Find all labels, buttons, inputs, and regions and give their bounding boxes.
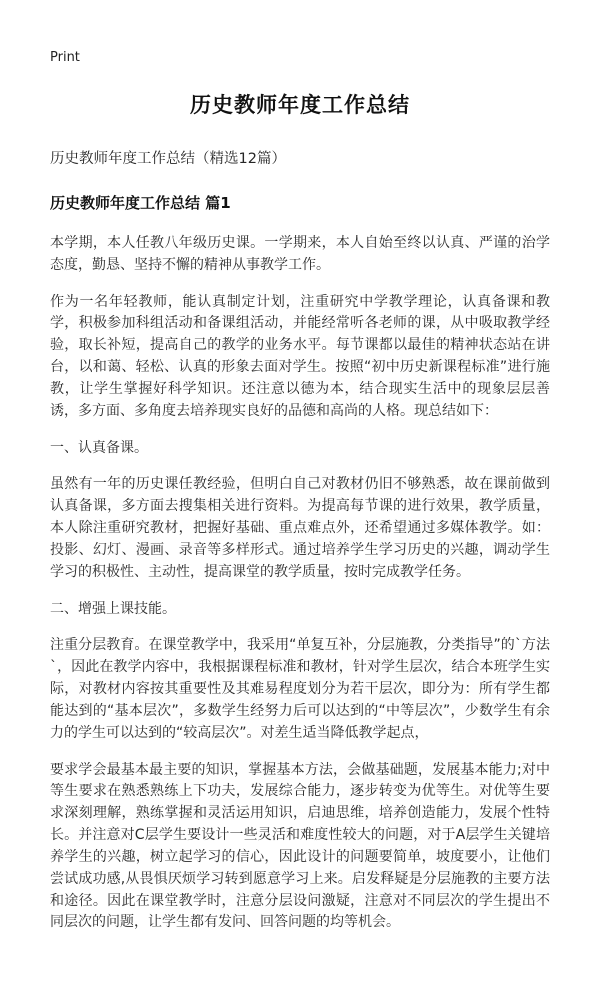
doc-subtitle: 历史教师年度工作总结（精选12篇） bbox=[50, 151, 286, 167]
paragraph-section-2-body-a: 注重分层教育。在课堂教学中，我采用“单复互补，分层施教，分类指导”的`方法`，因此在教学内容中，我根据课程标准和教材，针对学生层次，结合本班学生实际，对教材内容按其重要性及其难易程度划分为若干层次，即分为：所有学生都能达到的“基本层次”，多数学生经努力后可以达到的“中等层次”，少数学生有余力的学生可以达到的“较高层次”。对差生适当降低教学起点， bbox=[50, 637, 550, 741]
print-link[interactable]: Print bbox=[50, 50, 80, 65]
paragraph-section-2-body-b: 要求学会最基本最主要的知识，掌握基本方法，会做基础题，发展基本能力;对中等生要求在熟悉熟练上下功夫，发展综合能力，逐步转变为优等生。对优等生要求深刻理解，熟练掌握和灵活运用知识，启迪思维，培养创造能力，发展个性特长。并注意对C层学生要设计一些灵活和难度性较大的问题，对于A层学生关键培养学生的兴趣，树立起学习的信心，因此设计的问题要简单，坡度要小，让他们尝试成功感,从畏惧厌烦学习转到愿意学习上来。启发释疑是分层施教的主要方法和途径。因此在课堂教学时，注意分层设问激疑，注意对不同层次的学生提出不同层次的问题，让学生都有发问、回答问题的均等机会。 bbox=[50, 761, 550, 931]
paragraph-overview: 作为一名年轻教师，能认真制定计划，注重研究中学教学理论，认真备课和教学，积极参加科组活动和备课组活动，并能经常听各老师的课，从中吸取教学经验，取长补短，提高自己的教学的业务水平。每节课都以最佳的精神状态站在讲台，以和蔼、轻松、认真的形象去面对学生。按照“初中历史新课程标准”进行施教，让学生掌握好科学知识。还注意以德为本，结合现实生活中的现象层层善诱，多方面、多角度去培养现实良好的品德和高尚的人格。现总结如下： bbox=[50, 293, 550, 419]
section-heading: 历史教师年度工作总结 篇1 bbox=[50, 194, 231, 212]
paragraph-heading-1: 一、认真备课。 bbox=[50, 439, 148, 456]
page-title: 历史教师年度工作总结 bbox=[190, 93, 410, 117]
paragraph-intro: 本学期，本人任教八年级历史课。一学期来，本人自始至终以认真、严谨的治学态度，勤恳、坚持不懈的精神从事教学工作。 bbox=[50, 235, 550, 273]
paragraph-section-1-body: 虽然有一年的历史课任教经验，但明白自己对教材仍旧不够熟悉，故在课前做到认真备课，多方面去搜集相关进行资料。为提高每节课的进行效果，教学质量，本人除注重研究教材，把握好基础、重点难点外，还希望通过多媒体教学。如：投影、幻灯、漫画、录音等多样形式。通过培养学生学习历史的兴趣，调动学生学习的积极性、主动性，提高课堂的教学质量，按时完成教学任务。 bbox=[50, 476, 550, 580]
paragraph-heading-2: 二、增强上课技能。 bbox=[50, 600, 176, 617]
article-body bbox=[50, 233, 550, 934]
